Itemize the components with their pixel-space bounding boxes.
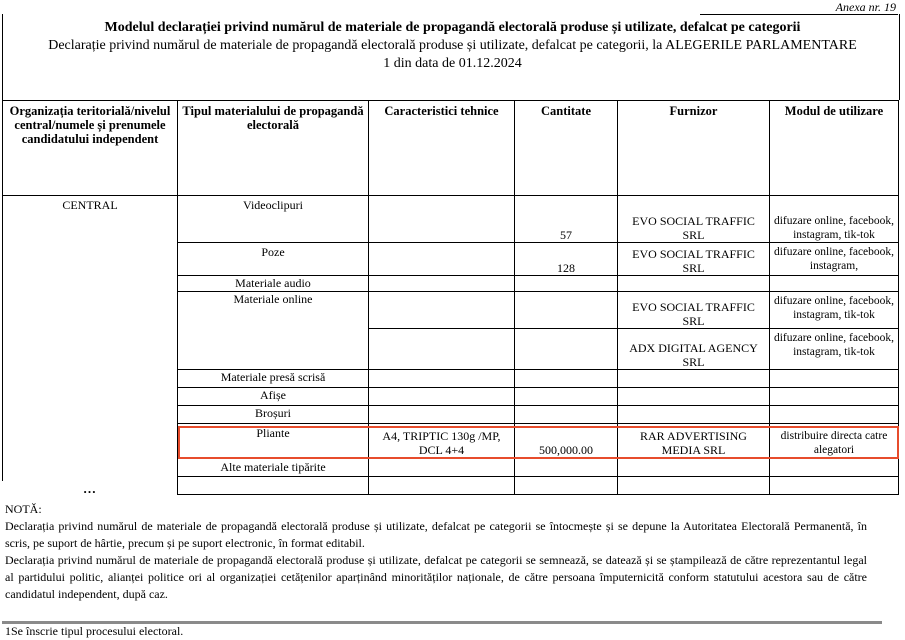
furnizor-cell: RAR ADVERTISING MEDIA SRL	[618, 424, 770, 458]
tip-cell: Videoclipuri	[178, 196, 369, 243]
header-tip: Tipul materialului de propagandă electorală	[178, 101, 369, 196]
empty-cell	[618, 276, 770, 292]
empty-cell	[369, 388, 515, 406]
empty-cell	[515, 292, 618, 329]
empty-cell	[369, 276, 515, 292]
mod-cell: difuzare online, facebook, instagram, tik-tok	[770, 292, 899, 329]
mod-cell: difuzare online, facebook, instagram,	[770, 243, 899, 276]
empty-cell	[618, 370, 770, 388]
empty-cell	[770, 388, 899, 406]
empty-cell	[770, 458, 899, 477]
empty-cell	[515, 329, 618, 370]
empty-cell	[369, 458, 515, 477]
table-header-row	[3, 101, 899, 196]
tip-cell: Materiale audio	[178, 276, 369, 292]
empty-cell	[515, 276, 618, 292]
caracteristici-cell	[369, 196, 515, 243]
empty-cell	[770, 406, 899, 424]
furnizor-cell: EVO SOCIAL TRAFFIC SRL	[618, 196, 770, 243]
empty-cell	[618, 458, 770, 477]
tip-cell: Afișe	[178, 388, 369, 406]
notes-paragraph-2: Declarația privind numărul de materiale de propagandă electorală produse și utilizate, defalcat pe categorii se semnează, se datează și se ștampilează de către reprezentantul legal al partidului politic, alianței politice ori al organizației cetățenilor aparținând minorităților naționale, de către persoana împuternicită conform statutului acestora sau de către candidatul independent, după caz.	[5, 553, 867, 601]
caracteristici-cell: A4, TRIPTIC 130g /MP, DCL 4+4	[369, 424, 515, 458]
header-mod: Modul de utilizare	[770, 101, 899, 196]
empty-cell	[515, 370, 618, 388]
empty-cell	[369, 406, 515, 424]
mod-cell: difuzare online, facebook, instagram, tik-tok	[770, 196, 899, 243]
document-issue: 1 din data de 01.12.2024	[383, 56, 522, 71]
empty-cell	[770, 276, 899, 292]
document-title: Modelul declarației privind numărul de materiale de propagandă electorală produse și utilizate, defalcat pe categorii	[104, 20, 801, 35]
org-cell: CENTRAL	[3, 196, 178, 495]
annex-text: Anexa nr. 19	[835, 0, 896, 14]
ellipsis-row-marker: …	[2, 481, 177, 497]
header-caracteristici: Caracteristici tehnice	[369, 101, 515, 196]
notes-section	[5, 501, 867, 603]
header-cantitate: Cantitate	[515, 101, 618, 196]
tip-cell: Alte materiale tipărite	[178, 458, 369, 477]
materials-table	[2, 100, 899, 495]
table-row	[3, 196, 899, 243]
footnote: 1Se înscrie tipul procesului electoral.	[5, 624, 184, 638]
empty-cell	[618, 406, 770, 424]
header-furnizor: Furnizor	[618, 101, 770, 196]
mod-cell: distribuire directa catre alegatori	[770, 424, 899, 458]
caracteristici-cell	[369, 243, 515, 276]
empty-cell	[515, 458, 618, 477]
empty-cell	[369, 292, 515, 329]
tip-cell: Materiale presă scrisă	[178, 370, 369, 388]
empty-cell	[618, 388, 770, 406]
empty-cell	[770, 370, 899, 388]
notes-paragraph-1: Declarația privind numărul de materiale de propagandă electorală produse și utilizate, defalcat pe categorii se întocmește și se depune la Autoritatea Electorală Permanentă, în scris, pe suport de hârtie, precum și pe suport electronic, în format editabil.	[5, 519, 867, 550]
furnizor-cell: ADX DIGITAL AGENCY SRL	[618, 329, 770, 370]
tip-cell: Poze	[178, 243, 369, 276]
cantitate-cell: 128	[515, 243, 618, 276]
empty-cell	[515, 388, 618, 406]
mod-cell: difuzare online, facebook, instagram, tik-tok	[770, 329, 899, 370]
empty-cell	[770, 477, 899, 495]
tip-cell: Pliante	[178, 424, 369, 458]
empty-cell	[369, 370, 515, 388]
notes-label: NOTĂ:	[5, 502, 42, 516]
empty-cell	[369, 329, 515, 370]
annex-label	[700, 0, 898, 15]
empty-cell	[618, 477, 770, 495]
empty-cell	[515, 406, 618, 424]
tip-cell: Broșuri	[178, 406, 369, 424]
furnizor-cell: EVO SOCIAL TRAFFIC SRL	[618, 292, 770, 329]
empty-cell	[369, 477, 515, 495]
empty-cell	[178, 477, 369, 495]
cantitate-cell: 500,000.00	[515, 424, 618, 458]
document-subtitle: Declarație privind numărul de materiale de propagandă electorală produse și utilizate, defalcat pe categorii, la ALEGERILE PARLAMENTARE	[48, 38, 857, 53]
cantitate-cell: 57	[515, 196, 618, 243]
empty-cell	[515, 477, 618, 495]
header-org: Organizația teritorială/nivelul central/numele și prenumele candidatului independent	[3, 101, 178, 196]
furnizor-cell: EVO SOCIAL TRAFFIC SRL	[618, 243, 770, 276]
tip-cell: Materiale online	[178, 292, 369, 370]
